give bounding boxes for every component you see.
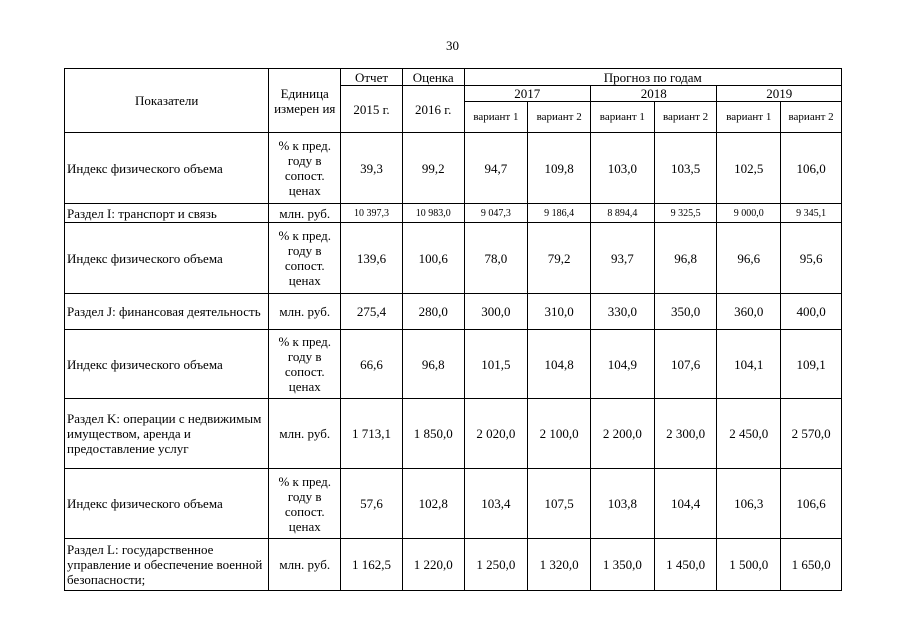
cell-value: 9 000,0 xyxy=(717,204,781,223)
row-name: Индекс физического объема xyxy=(65,133,269,204)
cell-value: 2 300,0 xyxy=(654,399,717,469)
cell-value: 139,6 xyxy=(341,223,403,294)
row-name: Раздел I: транспорт и связь xyxy=(65,204,269,223)
row-unit: млн. руб. xyxy=(269,204,341,223)
table-row xyxy=(65,539,842,591)
cell-value: 104,4 xyxy=(654,469,717,539)
header-2019: 2019 xyxy=(717,86,842,102)
cell-value: 96,8 xyxy=(402,330,464,399)
row-name: Раздел K: операции с недвижимым имуществом, аренда и предоставление услуг xyxy=(65,399,269,469)
cell-value: 1 350,0 xyxy=(591,539,655,591)
row-name: Раздел L: государственное управление и обеспечение военной безопасности; xyxy=(65,539,269,591)
cell-value: 106,0 xyxy=(781,133,842,204)
cell-value: 1 713,1 xyxy=(341,399,403,469)
cell-value: 107,5 xyxy=(528,469,591,539)
cell-value: 1 320,0 xyxy=(528,539,591,591)
header-2018-variant-1: вариант 1 xyxy=(591,102,655,133)
header-report: Отчет xyxy=(341,69,403,86)
cell-value: 102,5 xyxy=(717,133,781,204)
cell-value: 39,3 xyxy=(341,133,403,204)
header-2018-variant-2: вариант 2 xyxy=(654,102,717,133)
cell-value: 104,8 xyxy=(528,330,591,399)
header-2019-variant-1: вариант 1 xyxy=(717,102,781,133)
cell-value: 280,0 xyxy=(402,294,464,330)
cell-value: 95,6 xyxy=(781,223,842,294)
cell-value: 96,8 xyxy=(654,223,717,294)
row-unit: млн. руб. xyxy=(269,539,341,591)
cell-value: 66,6 xyxy=(341,330,403,399)
header-unit: Единица измерен ия xyxy=(269,69,341,133)
cell-value: 1 650,0 xyxy=(781,539,842,591)
table-row xyxy=(65,469,842,539)
page-number: 30 xyxy=(446,38,459,53)
cell-value: 57,6 xyxy=(341,469,403,539)
cell-value: 103,5 xyxy=(654,133,717,204)
row-unit: % к пред. году в сопост. ценах xyxy=(269,330,341,399)
header-estimate: Оценка xyxy=(402,69,464,86)
table-row xyxy=(65,133,842,204)
cell-value: 99,2 xyxy=(402,133,464,204)
cell-value: 275,4 xyxy=(341,294,403,330)
cell-value: 101,5 xyxy=(464,330,528,399)
header-indicators: Показатели xyxy=(65,69,269,133)
cell-value: 330,0 xyxy=(591,294,655,330)
cell-value: 109,8 xyxy=(528,133,591,204)
cell-value: 100,6 xyxy=(402,223,464,294)
header-2017-variant-2: вариант 2 xyxy=(528,102,591,133)
cell-value: 106,3 xyxy=(717,469,781,539)
cell-value: 1 162,5 xyxy=(341,539,403,591)
cell-value: 360,0 xyxy=(717,294,781,330)
cell-value: 400,0 xyxy=(781,294,842,330)
header-2018: 2018 xyxy=(591,86,717,102)
header-year-2016: 2016 г. xyxy=(402,86,464,133)
cell-value: 300,0 xyxy=(464,294,528,330)
header-2019-variant-2: вариант 2 xyxy=(781,102,842,133)
cell-value: 104,9 xyxy=(591,330,655,399)
cell-value: 9 047,3 xyxy=(464,204,528,223)
header-year-2015: 2015 г. xyxy=(341,86,403,133)
cell-value: 106,6 xyxy=(781,469,842,539)
cell-value: 8 894,4 xyxy=(591,204,655,223)
cell-value: 93,7 xyxy=(591,223,655,294)
cell-value: 9 186,4 xyxy=(528,204,591,223)
row-unit: млн. руб. xyxy=(269,399,341,469)
cell-value: 1 450,0 xyxy=(654,539,717,591)
cell-value: 2 570,0 xyxy=(781,399,842,469)
cell-value: 103,8 xyxy=(591,469,655,539)
cell-value: 350,0 xyxy=(654,294,717,330)
cell-value: 109,1 xyxy=(781,330,842,399)
cell-value: 310,0 xyxy=(528,294,591,330)
header-forecast: Прогноз по годам xyxy=(464,69,841,86)
row-unit: млн. руб. xyxy=(269,294,341,330)
cell-value: 79,2 xyxy=(528,223,591,294)
row-name: Индекс физического объема xyxy=(65,223,269,294)
row-name: Индекс физического объема xyxy=(65,469,269,539)
cell-value: 78,0 xyxy=(464,223,528,294)
cell-value: 2 200,0 xyxy=(591,399,655,469)
cell-value: 9 325,5 xyxy=(654,204,717,223)
table-row xyxy=(65,399,842,469)
cell-value: 104,1 xyxy=(717,330,781,399)
cell-value: 1 500,0 xyxy=(717,539,781,591)
row-name: Индекс физического объема xyxy=(65,330,269,399)
cell-value: 1 850,0 xyxy=(402,399,464,469)
cell-value: 2 020,0 xyxy=(464,399,528,469)
row-name: Раздел J: финансовая деятельность xyxy=(65,294,269,330)
cell-value: 103,4 xyxy=(464,469,528,539)
header-2017: 2017 xyxy=(464,86,590,102)
table-row xyxy=(65,294,842,330)
table-row xyxy=(65,204,842,223)
cell-value: 2 100,0 xyxy=(528,399,591,469)
cell-value: 1 250,0 xyxy=(464,539,528,591)
header-2017-variant-1: вариант 1 xyxy=(464,102,528,133)
cell-value: 94,7 xyxy=(464,133,528,204)
cell-value: 9 345,1 xyxy=(781,204,842,223)
table-row xyxy=(65,223,842,294)
cell-value: 10 983,0 xyxy=(402,204,464,223)
cell-value: 107,6 xyxy=(654,330,717,399)
forecast-table xyxy=(64,68,842,591)
cell-value: 1 220,0 xyxy=(402,539,464,591)
row-unit: % к пред. году в сопост. ценах xyxy=(269,469,341,539)
cell-value: 10 397,3 xyxy=(341,204,403,223)
cell-value: 2 450,0 xyxy=(717,399,781,469)
table-row xyxy=(65,330,842,399)
row-unit: % к пред. году в сопост. ценах xyxy=(269,223,341,294)
row-unit: % к пред. году в сопост. ценах xyxy=(269,133,341,204)
cell-value: 103,0 xyxy=(591,133,655,204)
cell-value: 102,8 xyxy=(402,469,464,539)
cell-value: 96,6 xyxy=(717,223,781,294)
